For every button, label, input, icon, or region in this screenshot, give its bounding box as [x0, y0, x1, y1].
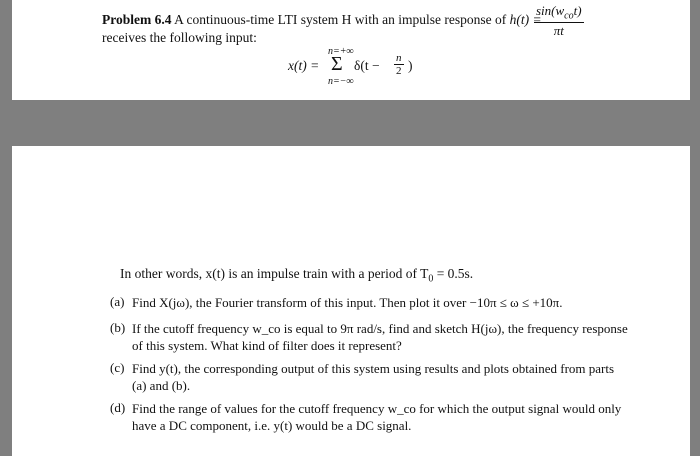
summary-tail: = 0.5s. — [436, 266, 474, 281]
question-a-label: (a) — [110, 294, 125, 309]
delta-close-paren: ) — [408, 58, 413, 73]
sum-upper-limit: n=+∞ — [328, 46, 354, 57]
question-a-text: Find X(jω), the Fourier transform of this input. Then plot it over −10π ≤ ω ≤ +10π. — [132, 295, 563, 310]
summation-symbol: Σ — [331, 53, 343, 75]
problem-statement-page — [12, 0, 690, 100]
delta-numerator: n — [396, 52, 402, 64]
delta-expression: δ(t − — [354, 58, 380, 73]
sum-lower-limit: n=−∞ — [328, 76, 354, 87]
question-c-text: Find y(t), the corresponding output of this system using results and plots obtained from parts (a) and (b). — [132, 361, 615, 393]
cutoff-subscript: co — [564, 10, 574, 22]
questions-page — [12, 146, 690, 456]
question-d-text: Find the range of values for the cutoff frequency w_co for which the output signal would only have a DC component, i.e. y(t) would be a DC signal. — [132, 401, 622, 433]
problem-intro-text: A continuous-time LTI system H with an impulse response of — [174, 12, 507, 27]
problem-intro-line-2: receives the following input: — [102, 30, 257, 45]
question-b-label: (b) — [110, 320, 126, 335]
impulse-train-summary — [120, 266, 473, 285]
impulse-response-lhs: h(t) = — [509, 12, 542, 27]
question-d-label: (d) — [110, 400, 126, 415]
problem-intro-line — [102, 12, 542, 28]
impulse-response-numerator: sin(w — [536, 3, 565, 18]
input-signal-lhs: x(t) = — [288, 58, 320, 73]
impulse-response-fraction — [534, 3, 584, 39]
period-subscript: 0 — [428, 273, 434, 285]
summary-text: In other words, x(t) is an impulse train with a period of T — [120, 266, 429, 281]
impulse-response-denominator: πt — [553, 22, 564, 38]
delta-fraction — [394, 52, 404, 77]
problem-label: Problem 6.4 — [102, 12, 172, 27]
question-c-label: (c) — [110, 360, 125, 375]
question-b-text: If the cutoff frequency w_co is equal to 9π rad/s, find and sketch H(jω), the frequency response of this system. What kind of filter does it represent? — [132, 321, 628, 353]
impulse-response-numerator-tail: t) — [573, 3, 582, 18]
delta-denominator: 2 — [396, 65, 402, 77]
